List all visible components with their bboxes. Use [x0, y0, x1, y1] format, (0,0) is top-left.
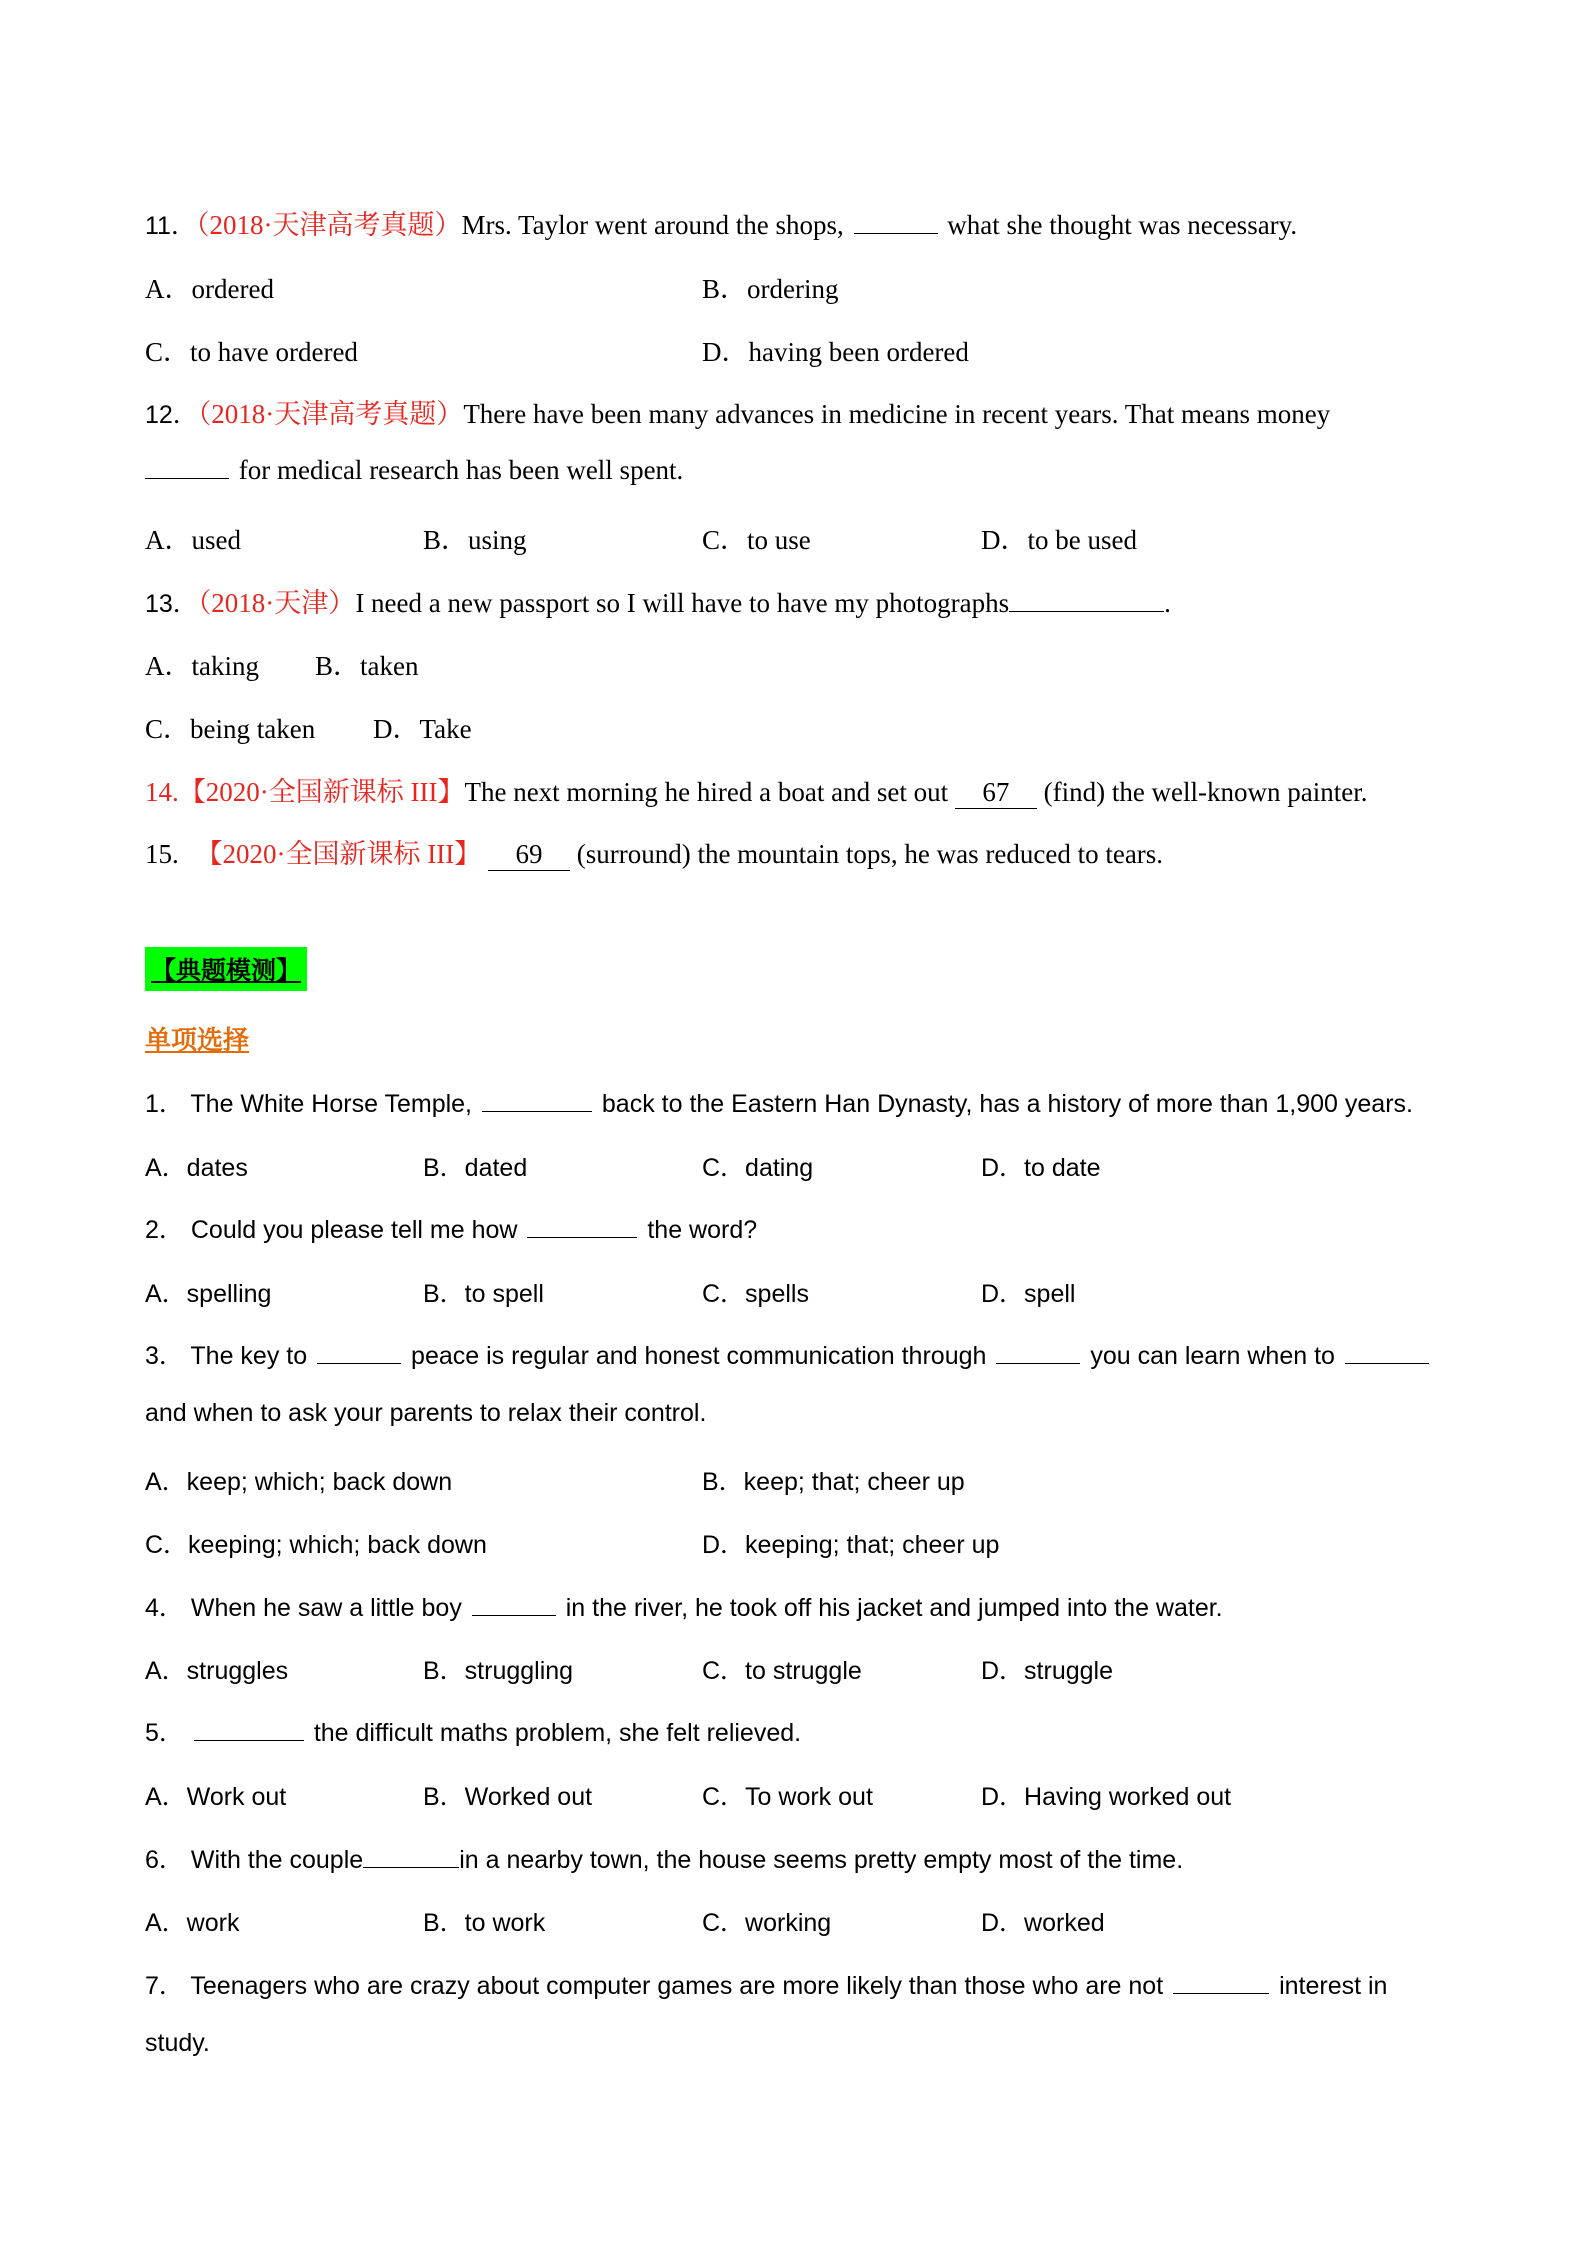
mock-question-1 — [145, 1084, 1413, 1120]
question-15 — [145, 832, 1163, 871]
option-b[interactable]: B．keep; that; cheer up — [702, 1468, 965, 1496]
option-d[interactable]: D．Having worked out — [981, 1783, 1232, 1811]
mock-options-3-row1 — [145, 1462, 1445, 1496]
question-text: When he saw a little boy — [190, 1594, 462, 1622]
question-text: The next morning he hired a boat and set out — [464, 777, 949, 807]
question-number: 6． — [145, 1846, 184, 1874]
answer-blank — [472, 1593, 556, 1616]
answer-blank — [482, 1089, 592, 1112]
question-source: （2018·天津高考真题） — [195, 210, 462, 240]
mock-question-3-continued — [145, 1399, 706, 1428]
section-subheading: 单项选择 — [145, 1026, 250, 1056]
option-b[interactable]: B．dated — [423, 1154, 528, 1182]
option-a[interactable]: A．struggles — [145, 1657, 289, 1685]
question-13 — [145, 581, 1171, 620]
question-text: the word? — [647, 1216, 758, 1244]
question-number: 3． — [145, 1342, 184, 1370]
options-12 — [145, 518, 1445, 555]
question-text: Teenagers who are crazy about computer games are more likely than those who are not — [190, 1972, 1164, 2000]
mock-options-3-row2 — [145, 1525, 1445, 1559]
mock-options-4 — [145, 1651, 1445, 1685]
option-b[interactable]: B．Worked out — [423, 1783, 593, 1811]
question-11 — [145, 203, 1297, 242]
question-number: 7． — [145, 1972, 184, 2000]
question-text: the difficult maths problem, she felt relieved. — [313, 1719, 802, 1747]
question-number: 15. — [145, 839, 179, 869]
option-c[interactable]: C．to use — [702, 525, 811, 555]
option-c[interactable]: C．to have ordered — [145, 337, 358, 367]
question-number: 11． — [145, 212, 196, 240]
question-text: The key to — [190, 1342, 308, 1370]
option-a[interactable]: A．keep; which; back down — [145, 1468, 453, 1496]
option-c[interactable]: C．dating — [702, 1154, 814, 1182]
option-c[interactable]: C．spells — [702, 1280, 809, 1308]
option-b[interactable]: B．taken — [315, 651, 419, 681]
option-b[interactable]: B．to spell — [423, 1280, 544, 1308]
answer-blank-number: 67 — [955, 777, 1037, 809]
answer-blank-number: 69 — [488, 839, 570, 871]
option-d[interactable]: D．struggle — [981, 1657, 1113, 1685]
question-number: 5． — [145, 1719, 184, 1747]
option-d[interactable]: D．to date — [981, 1154, 1101, 1182]
answer-blank — [1345, 1341, 1429, 1364]
answer-blank — [194, 1718, 304, 1741]
option-c[interactable]: C．to struggle — [702, 1657, 862, 1685]
question-number: 12． — [145, 401, 198, 429]
options-11-row1 — [145, 267, 1445, 304]
question-text: and when to ask your parents to relax their control. — [145, 1399, 707, 1427]
option-a[interactable]: A．work — [145, 1909, 240, 1937]
question-source: （2018·天津） — [197, 588, 356, 618]
question-number: 13． — [145, 590, 198, 618]
question-text: peace is regular and honest communication through — [411, 1342, 987, 1370]
question-text: There have been many advances in medicine in recent years. That means money — [463, 399, 1331, 429]
answer-blank — [363, 1845, 459, 1868]
mock-question-2 — [145, 1210, 757, 1246]
options-11-row2 — [145, 330, 1445, 367]
mock-question-3 — [145, 1336, 1432, 1372]
mock-question-5 — [145, 1713, 801, 1749]
options-13-row1 — [145, 644, 1445, 681]
question-number: 2． — [145, 1216, 184, 1244]
option-a[interactable]: A．dates — [145, 1154, 248, 1182]
option-c[interactable]: C．being taken — [145, 714, 316, 744]
question-source: 【2020·全国新课标 III】 — [178, 777, 465, 807]
option-c[interactable]: C．keeping; which; back down — [145, 1531, 487, 1559]
answer-blank — [145, 456, 229, 479]
question-text: I need a new passport so I will have to have my photographs — [355, 588, 1010, 618]
option-b[interactable]: B．using — [423, 525, 527, 555]
option-d[interactable]: D．Take — [373, 714, 472, 744]
question-source: 【2020·全国新课标 III】 — [195, 839, 482, 869]
option-b[interactable]: B．ordering — [702, 274, 839, 304]
option-c[interactable]: C．To work out — [702, 1783, 873, 1811]
mock-options-5 — [145, 1777, 1445, 1811]
question-text: Could you please tell me how — [190, 1216, 518, 1244]
option-a[interactable]: A．ordered — [145, 274, 274, 304]
option-b[interactable]: B．to work — [423, 1909, 546, 1937]
question-text: back to the Eastern Han Dynasty, has a history of more than 1,900 years. — [601, 1090, 1413, 1118]
answer-blank — [1009, 589, 1164, 612]
question-number: 4． — [145, 1594, 184, 1622]
question-14 — [145, 770, 1368, 809]
question-number: 1． — [145, 1090, 184, 1118]
question-number: 14. — [145, 777, 179, 807]
question-text: . — [1164, 588, 1171, 618]
question-text: you can learn when to — [1090, 1342, 1335, 1370]
section-tag: 【典题模测】 — [145, 947, 307, 991]
question-text: for medical research has been well spent. — [238, 455, 684, 485]
answer-blank — [317, 1341, 401, 1364]
answer-blank — [996, 1341, 1080, 1364]
option-a[interactable]: A．used — [145, 525, 241, 555]
question-12-continued — [145, 455, 683, 486]
option-a[interactable]: A．Work out — [145, 1783, 287, 1811]
options-13-row2 — [145, 707, 1445, 744]
option-d[interactable]: D．to be used — [981, 525, 1137, 555]
answer-blank — [854, 211, 938, 234]
mock-question-7-continued — [145, 2029, 210, 2058]
mock-question-6 — [145, 1840, 1183, 1876]
question-text: (surround) the mountain tops, he was reduced to tears. — [576, 839, 1164, 869]
question-text: Mrs. Taylor went around the shops, — [461, 210, 844, 240]
question-text: in a nearby town, the house seems pretty empty most of the time. — [459, 1846, 1184, 1874]
question-text: With the couple — [190, 1846, 364, 1874]
option-a[interactable]: A．spelling — [145, 1280, 272, 1308]
option-b[interactable]: B．struggling — [423, 1657, 574, 1685]
option-a[interactable]: A．taking — [145, 651, 259, 681]
mock-question-4 — [145, 1588, 1223, 1624]
question-text: The White Horse Temple, — [190, 1090, 472, 1118]
mock-question-7 — [145, 1966, 1387, 2002]
option-d[interactable]: D．having been ordered — [702, 337, 969, 367]
question-12 — [145, 392, 1330, 431]
option-c[interactable]: C．working — [702, 1909, 832, 1937]
option-d[interactable]: D．keeping; that; cheer up — [702, 1531, 1000, 1559]
answer-blank — [527, 1215, 637, 1238]
option-d[interactable]: D．spell — [981, 1280, 1076, 1308]
question-text: study. — [145, 2029, 210, 2057]
question-text: in the river, he took off his jacket and jumped into the water. — [565, 1594, 1223, 1622]
question-source: （2018·天津高考真题） — [197, 399, 464, 429]
answer-blank — [1173, 1971, 1269, 1994]
question-text: interest in — [1279, 1972, 1388, 2000]
mock-options-2 — [145, 1274, 1445, 1308]
mock-options-6 — [145, 1903, 1445, 1937]
option-d[interactable]: D．worked — [981, 1909, 1105, 1937]
question-text: (find) the well-known painter. — [1043, 777, 1368, 807]
mock-options-1 — [145, 1148, 1445, 1182]
question-text: what she thought was necessary. — [947, 210, 1298, 240]
